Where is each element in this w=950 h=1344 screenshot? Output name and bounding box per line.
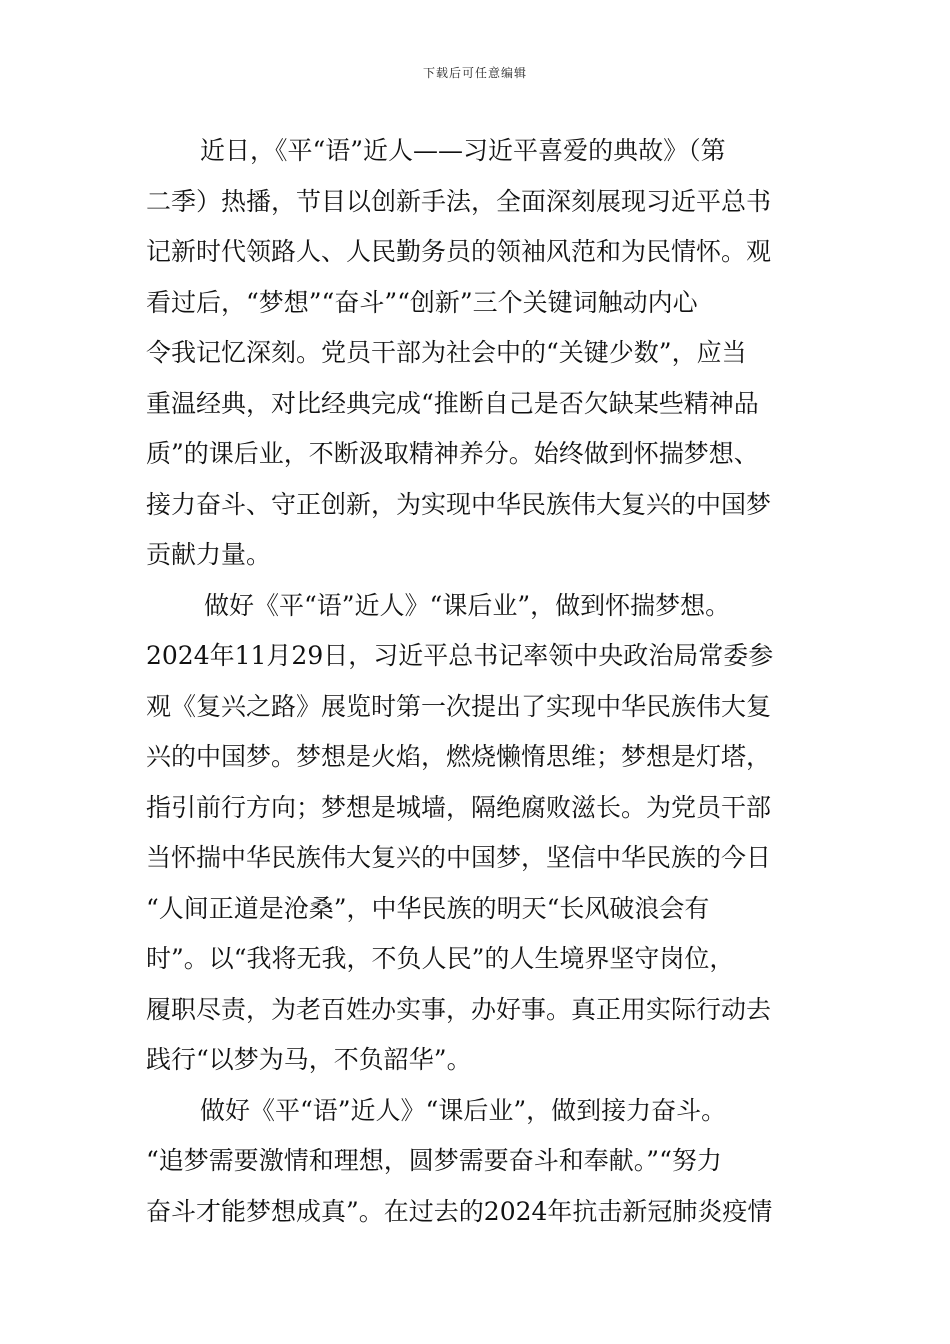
text-line: 质”的课后业，不断汲取精神养分。始终做到怀揣梦想、 [146,439,759,468]
text-line: 兴的中国梦。梦想是火焰，燃烧懒惰思维；梦想是灯塔， [146,742,772,771]
text-line: 时”。以“我将无我，不负人民”的人生境界坚守岗位， [146,944,735,973]
paragraph-3 [146,1086,810,1238]
text-line: 重温经典，对比经典完成“推断自己是否欠缺某些精神品 [146,388,759,418]
text-line: 观《复兴之路》展览时第一次提出了实现中华民族伟大复 [146,691,772,721]
paragraph-1 [146,126,810,581]
text-line: 践行“以梦为马，不负韶华”。 [146,1045,472,1074]
document-body [146,126,810,1237]
text-line: 做好《平“语”近人》“课后业”，做到怀揣梦想。 [204,590,731,620]
text-line: 近日，《平“语”近人——习近平喜爱的典故》（第 [200,136,726,165]
text-line: “人间正道是沧桑”，中华民族的明天“长风破浪会有 [146,893,710,923]
text-line: 记新时代领路人、人民勤务员的领袖风范和为民情怀。观 [146,237,772,266]
text-line: 看过后，“梦想”“奋斗”“创新”三个关键词触动内心 [146,287,698,317]
text-line: 令我记忆深刻。党员干部为社会中的“关键少数”，应当 [146,338,747,367]
text-line: 贡献力量。 [146,540,272,569]
text-line: 二季）热播，节目以创新手法，全面深刻展现习近平总书 [146,186,772,216]
text-line: 接力奋斗、守正创新，为实现中华民族伟大复兴的中国梦 [146,489,772,519]
text-line: “追梦需要激情和理想，圆梦需要奋斗和奉献。”“努力 [146,1146,722,1175]
text-line: 做好《平“语”近人》“课后业”，做到接力奋斗。 [200,1095,727,1125]
text-line: 2024年11月29日，习近平总书记率领中央政治局常委参 [146,641,774,670]
paragraph-2 [146,581,810,1086]
text-line: 奋斗才能梦想成真”。在过去的2024年抗击新冠肺炎疫情 [146,1196,773,1226]
text-line: 当怀揣中华民族伟大复兴的中国梦，坚信中华民族的今日 [146,843,772,872]
page-header: 下载后可任意编辑 [422,66,527,80]
text-line: 指引前行方向；梦想是城墙，隔绝腐败滋长。为党员干部 [146,792,772,822]
text-line: 履职尽责，为老百姓办实事，办好事。真正用实际行动去 [146,994,772,1024]
